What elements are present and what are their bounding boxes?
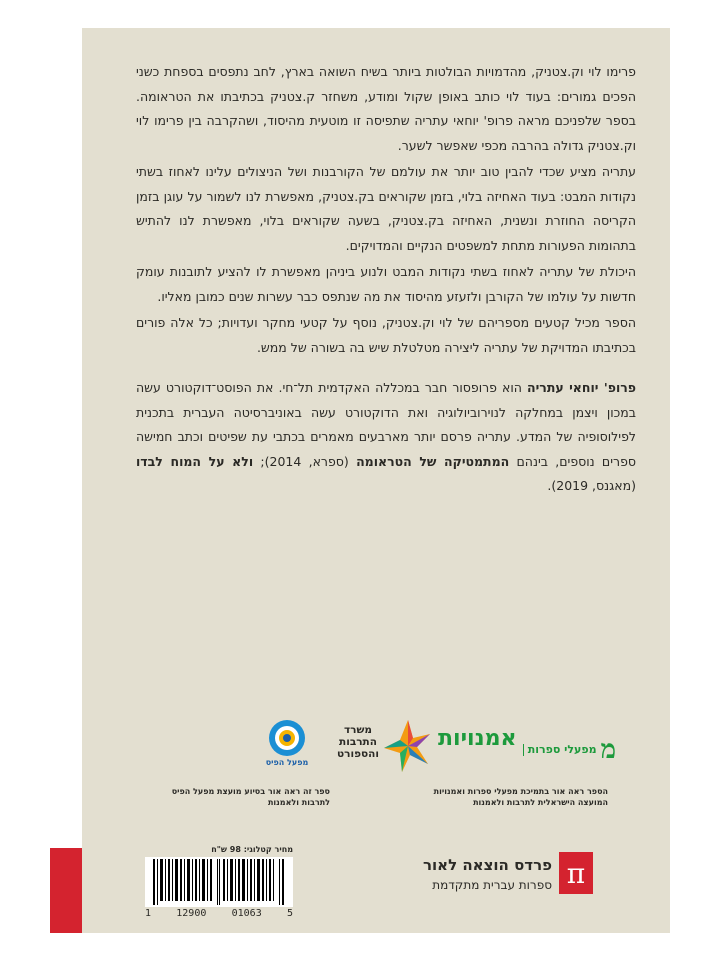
bio-text-1: הוא פרופסור חבר במכללה האקדמית תל־חי. את הפוסט־דוקטורט עשה במכון ויצמן במחלקה לנוירוביולוגיה ואת הדוקטורט עשה באוניברסיטה העברית בתכנית לפילוסופיה של המדע. עתריה פרסם יותר מארבעים מאמרים בכתבי עת שפיטים וכתב חמישה ספרים נוספים, בינהם [136,380,636,469]
mifalei-sifrut-logo [516,730,616,770]
blurb-paragraph-3: היכולת של עתריה לאחוז בשתי נקודות המבט ולנוע ביניהן מאפשרת לו להציע לתובנות עומק חדשות על עולמו של הקורבן ולזעזע מהיסוד את מה שנתפס כבר עשרות שנים כמובן מאליו. [136,264,636,304]
barcode [145,845,293,921]
mifalei-mark-icon: מ [600,735,616,765]
barcode-digit-group: 5 [286,908,293,919]
barcode-digit-group: 12900 [176,908,207,919]
author-name: פרופ' יוחאי עתריה [527,380,636,395]
support-note-left: ספר זה ראה אור בסיוע מועצת מפעל הפיס לתרבות ולאמנות [171,787,330,807]
mifal-hapais-label: מפעל הפיס [265,758,309,767]
barcode-digit-group: 01063 [231,908,262,919]
book-title-2: ולא על המוח לבדו [136,453,254,469]
red-spine-strip [50,848,82,933]
bio-text-2: (ספרא, 2014); [253,453,357,469]
catalog-price: מחיר קטלוגי: 98 ש"ח [211,845,293,854]
ministry-of-culture-logo: משרד התרבות והספורט [337,724,379,760]
barcode-bars-icon [145,857,293,907]
pardes-pi-logo-icon: π [559,852,593,894]
barcode-digits [145,908,293,919]
bio-text-3: (מאגנס, 2019). [547,478,636,493]
mifal-hapais-icon [264,718,310,758]
blurb-paragraph-1: פרימו לוי וק.צטניק, מהדמויות הבולטות ביותר בשיח השואה בארץ, לחב נתפסים בספחת כשני הפכים גמורים: בעוד לוי כותב באופן שקול ומודע, משחזר ק.צטניק בכתיבתו את הטראומה. בספר שלפניכם מראה פרופ' יוחאי עתריה שתפיסה זו מוטעית מהיסוד, ושהקרבה בין פרימו לוי וק.צטניק גדולה בהרבה מכפי שאפשר לשער. [136,64,636,153]
blurb-paragraph-2: עתריה מציע שכדי להבין טוב יותר את עולמם של הקורבנות ושל הניצולים עלינו לאחוז בשתי נקודות המבט: בעוד האחיזה בלוי, בזמן שקוראים בק.צטניק, מאפשרת לנו לשמור על עוגן בזמן הקריסה החוזרת ונשנית, האחיזה בק.צטניק, בשעה שקוראים בלוי, מאפשרת לנו להתיש בתהומות הפעורות מתחת למשפטים הנקיים והמדויקים. [136,164,636,253]
back-cover-blurb [136,60,636,501]
publisher-series: ספרות עברית מתקדמת [432,878,552,892]
omanuyot-logo: אמנויות [438,726,517,751]
publisher-name: פרדס הוצאה לאור [422,856,552,874]
blurb-paragraph-4: הספר מכיל קטעים מספריהם של לוי וק.צטניק, נוסף על קטעי מחקר ועדויות; כל אלה פורים בכתיבתו המדויקת של עתריה ליצירה מטלטלת שיש בה בשורה של ממש. [136,315,636,355]
book-title-1: המתמטיקה של הטראומה [356,453,510,469]
barcode-digit-group: 1 [145,908,152,919]
mifalei-name: מפעלי ספרות [523,744,597,756]
support-note-right: הספר ראה אור בתמיכת מפעלי ספרות ואמנויות המועצה הישראלית לתרבות ולאמנות [433,787,608,807]
author-bio [136,376,636,499]
